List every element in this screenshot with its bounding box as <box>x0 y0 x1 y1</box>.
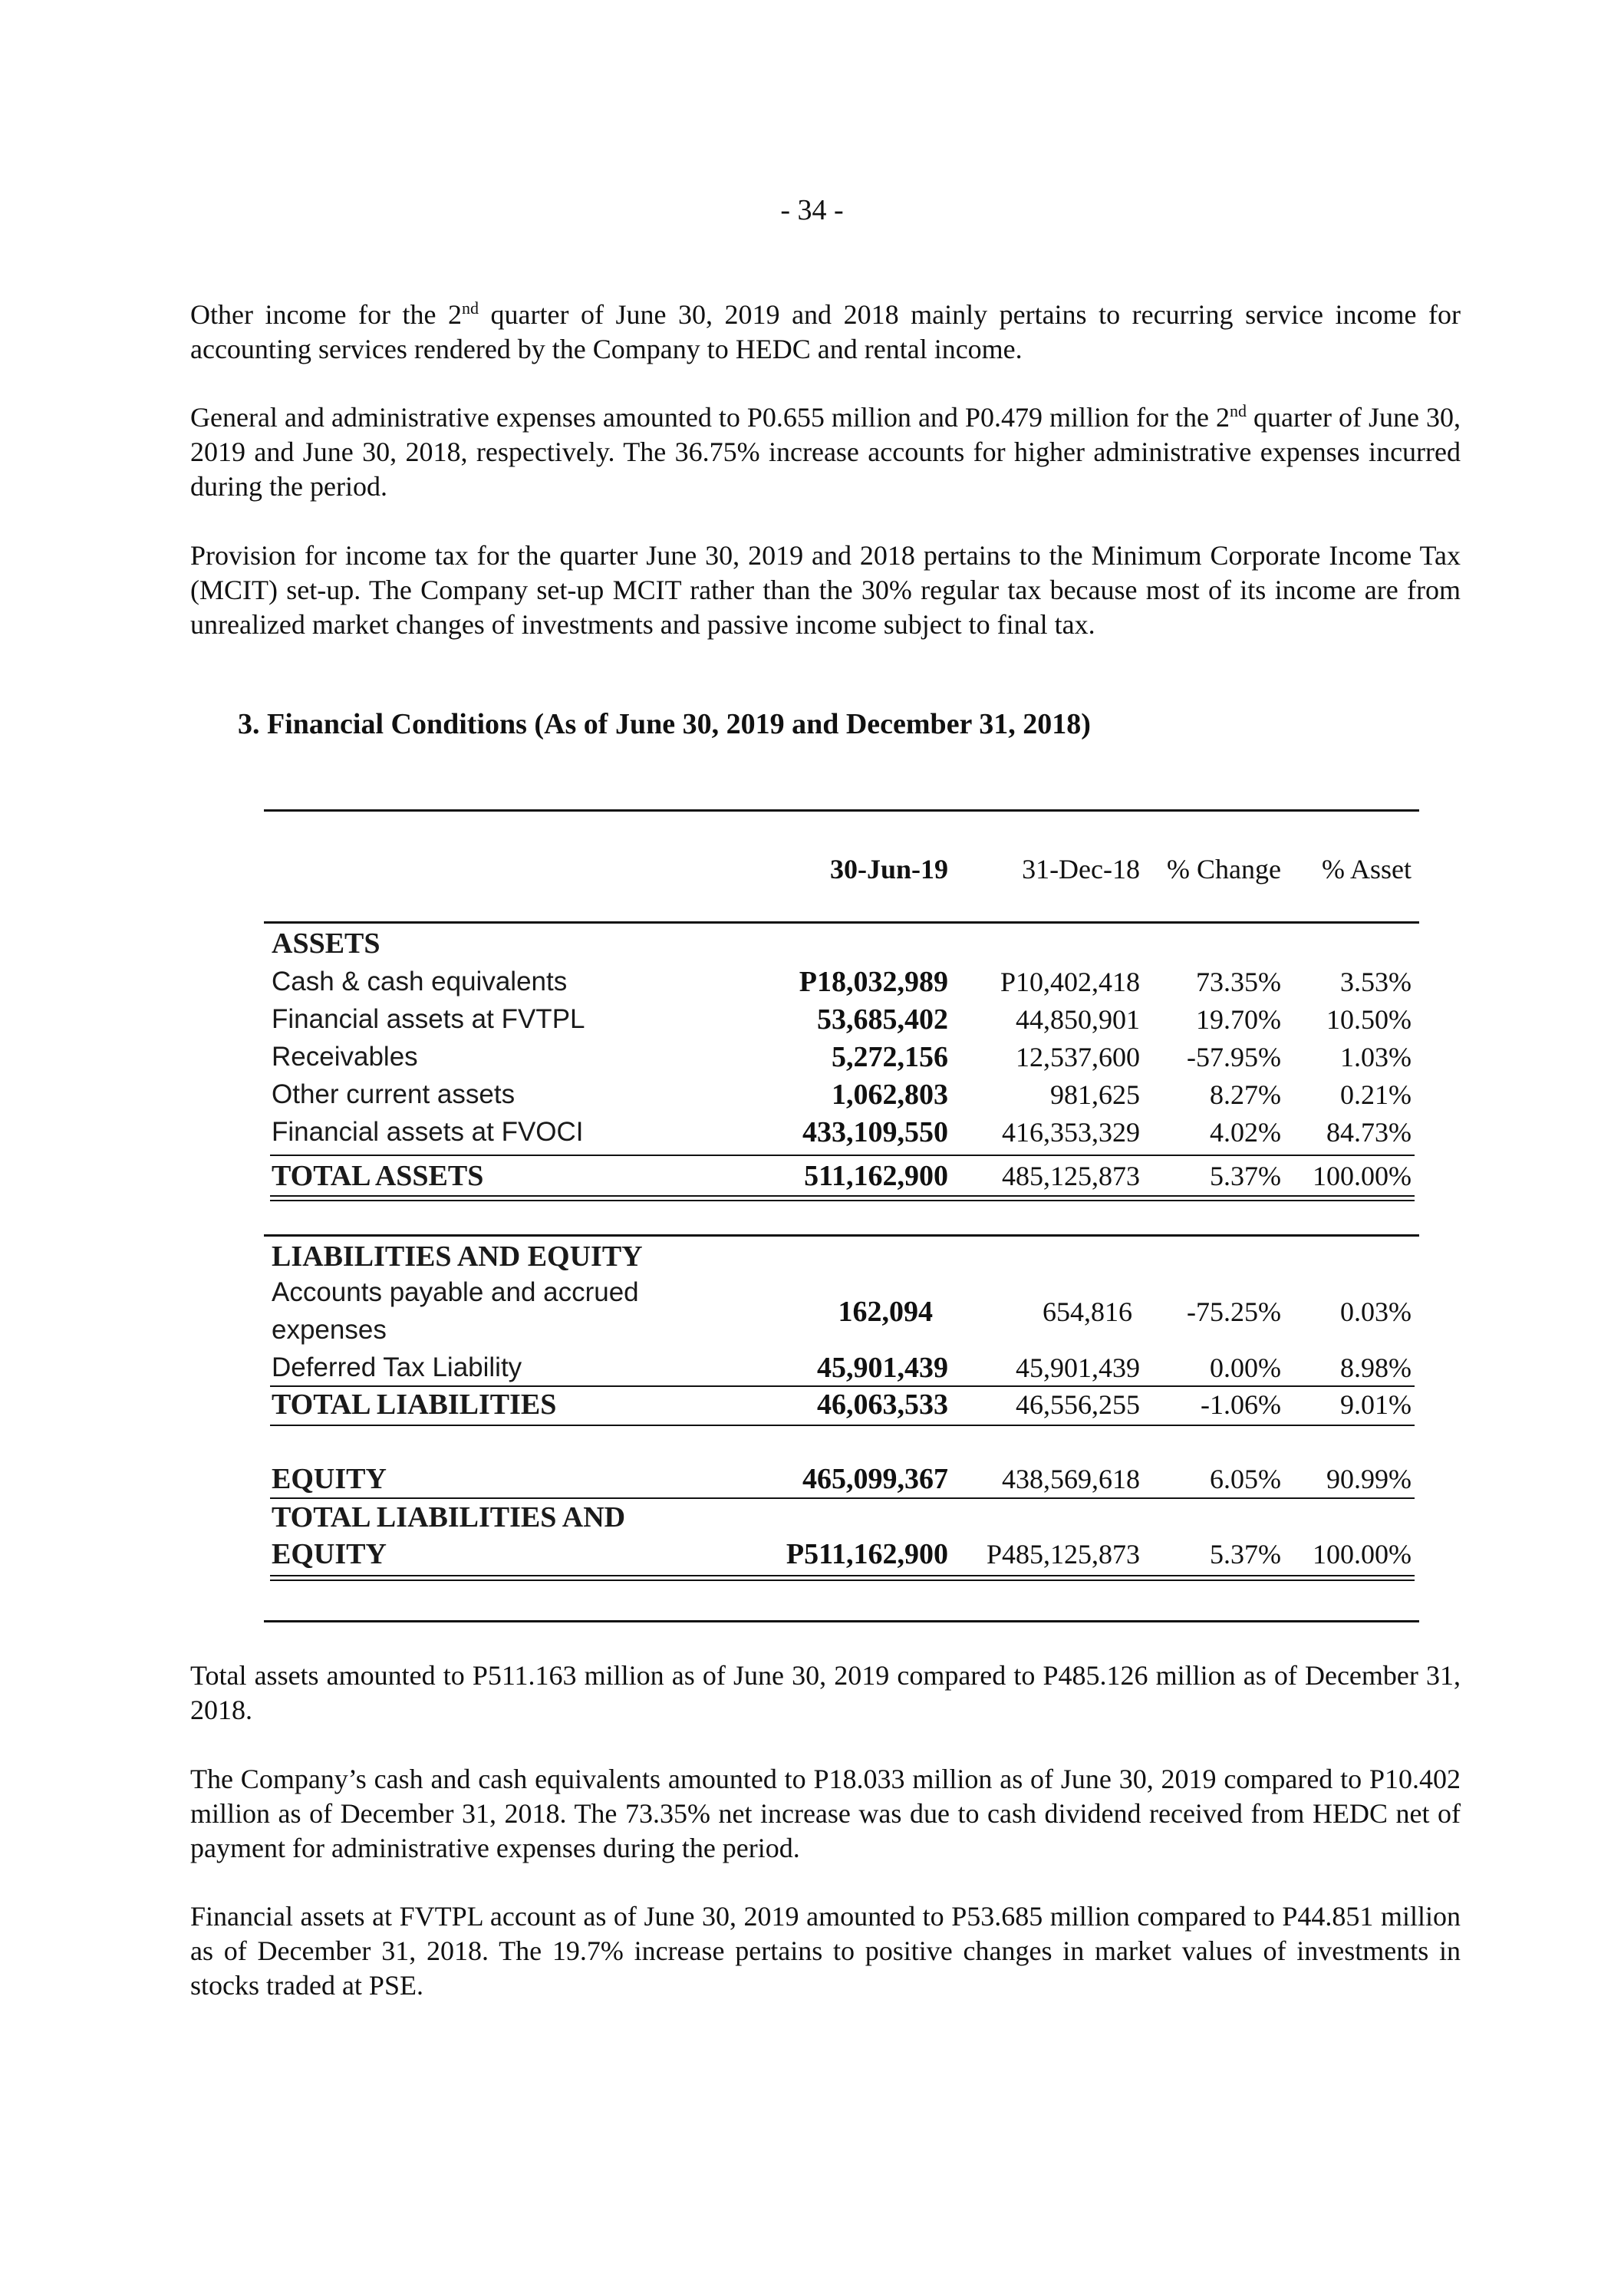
value-jun: 433,109,550 <box>802 1116 948 1148</box>
value-change: -75.25% <box>1187 1296 1281 1327</box>
value-dec: 45,901,439 <box>1016 1352 1140 1383</box>
row-label-continued: expenses <box>272 1315 387 1345</box>
row-label: Receivables <box>272 1042 418 1072</box>
value-dec: 438,569,618 <box>1002 1464 1140 1494</box>
value-change: 8.27% <box>1210 1079 1281 1110</box>
header-jun-19: 30-Jun-19 <box>829 854 948 884</box>
table-header-row <box>264 850 1419 888</box>
value-jun: 45,901,439 <box>817 1352 948 1384</box>
paragraph-total-assets: Total assets amounted to P511.163 million as of June 30, 2019 compared to P485.126 million as of December 31, 2018. <box>190 1660 1461 1725</box>
rule-below-total-liabilities <box>270 1425 1415 1426</box>
total-liab-equity-row-line1 <box>264 1498 1419 1537</box>
table-row <box>264 963 1419 1001</box>
value-dec: 44,850,901 <box>1016 1004 1140 1035</box>
table-top-rule <box>264 809 1419 812</box>
row-label: Cash & cash equivalents <box>272 967 568 996</box>
table-row <box>264 1038 1419 1076</box>
value-asset: 84.73% <box>1326 1117 1412 1148</box>
row-label: Financial assets at FVOCI <box>272 1117 584 1147</box>
value-asset: 100.00% <box>1313 1539 1412 1570</box>
value-dec: 654,816 <box>1043 1296 1132 1327</box>
table-row <box>264 1349 1419 1387</box>
paragraph-fvtpl: Financial assets at FVTPL account as of June 30, 2019 amounted to P53.685 million compared to P44.851 million as of December 31, 2018. The 19.7% increase pertains to positive changes in market values of investments in stocks traded at PSE. <box>190 1901 1461 2001</box>
total-assets-row <box>264 1157 1419 1195</box>
table-row <box>264 1000 1419 1039</box>
value-change: -1.06% <box>1201 1389 1281 1420</box>
value-jun: 46,063,533 <box>817 1388 948 1421</box>
row-label: EQUITY <box>272 1463 387 1495</box>
header-change: % Change <box>1167 854 1281 884</box>
value-change: 0.00% <box>1210 1352 1281 1383</box>
value-jun: 53,685,402 <box>817 1003 948 1036</box>
value-jun: 5,272,156 <box>832 1041 948 1073</box>
value-change: 19.70% <box>1196 1004 1281 1035</box>
value-dec: P10,402,418 <box>1000 967 1140 997</box>
value-change: 5.37% <box>1210 1161 1281 1191</box>
value-dec: P485,125,873 <box>986 1539 1140 1570</box>
value-asset: 8.98% <box>1340 1352 1412 1383</box>
rule-above-liabilities <box>264 1234 1419 1237</box>
table-header-rule <box>264 921 1419 924</box>
rule-above-total-assets <box>270 1155 1415 1156</box>
value-dec: 12,537,600 <box>1016 1042 1140 1072</box>
header-asset: % Asset <box>1322 854 1412 884</box>
row-label: Financial assets at FVTPL <box>272 1004 585 1034</box>
row-label: Other current assets <box>272 1079 516 1109</box>
paragraph-cash: The Company’s cash and cash equivalents amounted to P18.033 million as of June 30, 2019 compared to P10.402 million as of December 31, 2018. The 73.35% net increase was due to cash dividend received from HEDC net of payment for administrative expenses during the period. <box>190 1764 1461 1863</box>
double-rule-total-liab-equity <box>270 1575 1415 1581</box>
section-heading: 3. Financial Conditions (As of June 30, 2019 and December 31, 2018) <box>238 708 1091 740</box>
value-dec: 485,125,873 <box>1002 1161 1140 1191</box>
assets-heading-row <box>264 924 1419 963</box>
row-label: TOTAL ASSETS <box>272 1160 484 1192</box>
table-row <box>264 1076 1419 1114</box>
value-dec: 46,556,255 <box>1016 1389 1140 1420</box>
value-change: 6.05% <box>1210 1464 1281 1494</box>
liabilities-heading: LIABILITIES AND EQUITY <box>272 1240 643 1273</box>
value-dec: 416,353,329 <box>1002 1117 1140 1148</box>
total-liabilities-row <box>264 1385 1419 1424</box>
row-label-continued: EQUITY <box>272 1538 387 1570</box>
value-change: 73.35% <box>1196 967 1281 997</box>
header-dec-18: 31-Dec-18 <box>1022 854 1140 884</box>
value-asset: 90.99% <box>1326 1464 1412 1494</box>
double-rule-total-assets <box>270 1195 1415 1201</box>
value-jun: 465,099,367 <box>802 1463 948 1495</box>
table-bottom-rule <box>264 1620 1419 1622</box>
assets-heading: ASSETS <box>272 927 380 960</box>
equity-row <box>264 1460 1419 1498</box>
value-jun: 511,162,900 <box>804 1160 948 1192</box>
value-asset: 0.03% <box>1340 1296 1412 1327</box>
paragraph-other-income: Other income for the 2nd quarter of June 30, 2019 and 2018 mainly pertains to recurring service income for accounting services rendered by the Company to HEDC and rental income. <box>190 298 1461 364</box>
paragraph-income-tax: Provision for income tax for the quarter June 30, 2019 and 2018 pertains to the Minimum Corporate Income Tax (MCIT) set-up. The Company set-up MCIT rather than the 30% regular tax because most of its income are from unrealized market changes of investments and passive income subject to final tax. <box>190 540 1461 640</box>
value-jun: P511,162,900 <box>786 1538 948 1570</box>
paragraph-admin-expenses: General and administrative expenses amounted to P0.655 million and P0.479 million for the 2nd quarter of June 30, 2019 and June 30, 2018, respectively. The 36.75% increase accounts for higher administrative expenses incurred during the period. <box>190 401 1461 502</box>
liabilities-heading-row <box>264 1237 1419 1276</box>
value-jun: 162,094 <box>838 1296 933 1328</box>
page-number: - 34 - <box>780 194 844 226</box>
value-jun: P18,032,989 <box>799 966 948 998</box>
value-jun: 1,062,803 <box>832 1079 948 1111</box>
accounts-payable-values <box>264 1293 1419 1331</box>
table-row <box>264 1113 1419 1151</box>
value-dec: 981,625 <box>1050 1079 1140 1110</box>
row-label: Accounts payable and accrued <box>272 1277 639 1307</box>
value-asset: 100.00% <box>1313 1161 1412 1191</box>
row-label: Deferred Tax Liability <box>272 1352 522 1382</box>
value-change: 4.02% <box>1210 1117 1281 1148</box>
row-label: TOTAL LIABILITIES AND <box>272 1501 626 1533</box>
value-asset: 10.50% <box>1326 1004 1412 1035</box>
row-label: TOTAL LIABILITIES <box>272 1388 557 1421</box>
total-liab-equity-row <box>264 1535 1419 1573</box>
value-change: 5.37% <box>1210 1539 1281 1570</box>
value-change: -57.95% <box>1187 1042 1281 1072</box>
value-asset: 0.21% <box>1340 1079 1412 1110</box>
value-asset: 3.53% <box>1340 967 1412 997</box>
value-asset: 1.03% <box>1340 1042 1412 1072</box>
value-asset: 9.01% <box>1340 1389 1412 1420</box>
